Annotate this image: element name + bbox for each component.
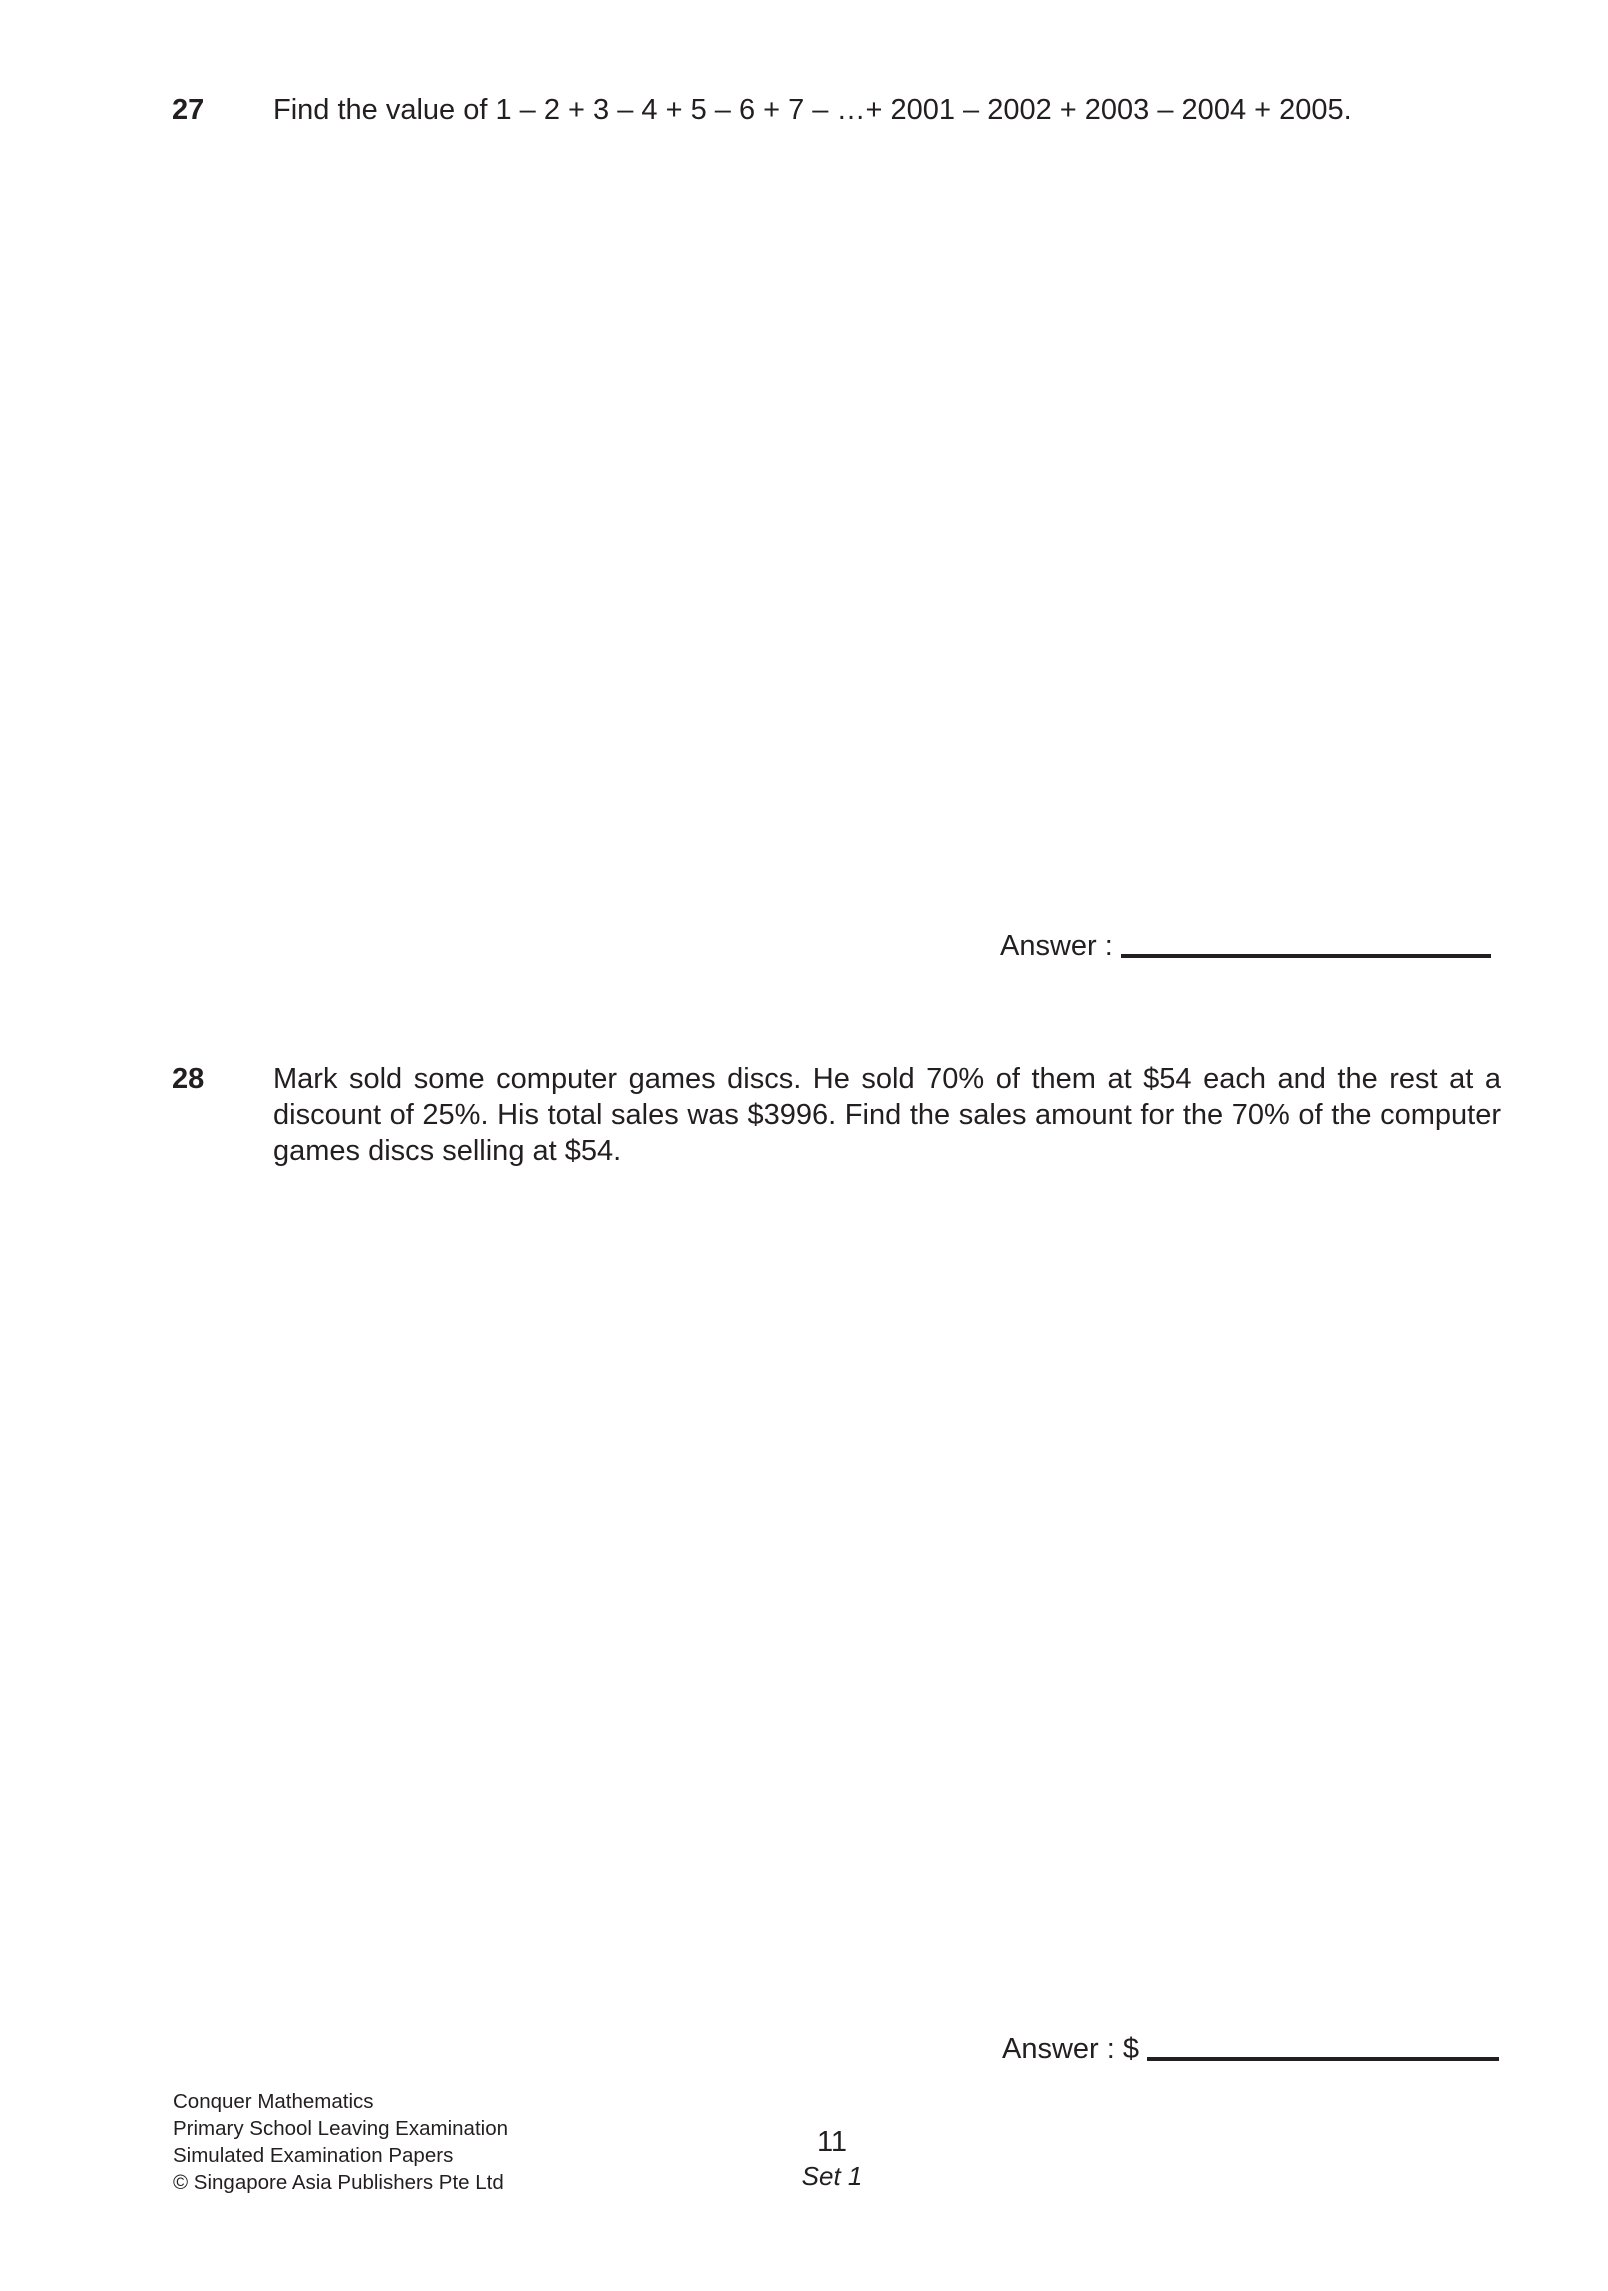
answer-field-28 [1002, 2031, 1499, 2067]
footer-publication-info [173, 2088, 508, 2196]
answer-label: Answer : $ [1002, 2033, 1139, 2065]
set-label: Set 1 [801, 2161, 863, 2191]
answer-blank-line[interactable] [1147, 2057, 1499, 2061]
exam-name: Primary School Leaving Examination [173, 2117, 508, 2140]
question-text: Mark sold some computer games discs. He sold 70% of them at $54 each and the rest at a discount of 25%. His total sales was $3996. Find the sales amount for the 70% of the computer games discs selling at $54. [273, 1063, 1501, 1167]
book-title: Conquer Mathematics [173, 2090, 374, 2113]
answer-label: Answer : [1000, 930, 1113, 962]
page-number: 11 [816, 2126, 848, 2158]
footer-page-info [762, 2124, 902, 2192]
answer-field-27 [1000, 928, 1491, 964]
question-number: 27 [172, 94, 205, 126]
paper-type: Simulated Examination Papers [173, 2144, 454, 2167]
answer-blank-line[interactable] [1121, 954, 1491, 958]
question-number: 28 [172, 1063, 205, 1095]
copyright-notice: © Singapore Asia Publishers Pte Ltd [173, 2171, 504, 2194]
question-text: Find the value of 1 – 2 + 3 – 4 + 5 – 6 + 7 – …+ 2001 – 2002 + 2003 – 2004 + 2005. [273, 94, 1352, 126]
